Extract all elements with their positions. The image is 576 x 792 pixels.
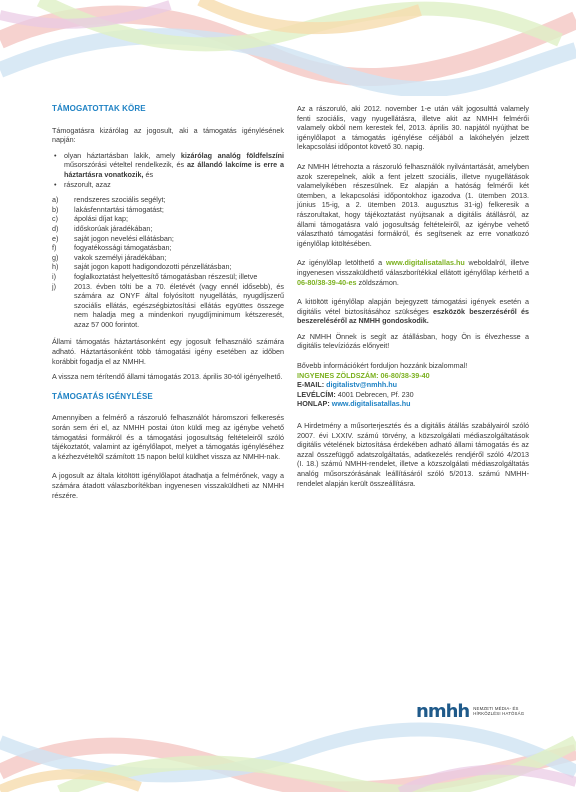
paragraph-available-from: A vissza nem térítendő állami támogatás 2013. április 30-tól igényelhető. [52, 372, 283, 382]
heading-eligibility: TÁMOGATOTTAK KÖRE [52, 104, 146, 113]
list-text: időskorúak járadékában; [74, 223, 153, 233]
web-label: HONLAP: [297, 399, 330, 409]
text: Az igénylőlap letölthető a [297, 258, 386, 268]
list-letter: f) [52, 243, 57, 253]
eligibility-bullets [52, 151, 284, 189]
postal-label: LEVÉLCÍM: [297, 389, 336, 399]
benefit-list [52, 195, 284, 329]
toll-free-number: INGYENES ZÖLDSZÁM: 06-80/38-39-40 [297, 370, 430, 380]
list-letter: d) [52, 223, 59, 233]
benefit-list-item [52, 272, 284, 282]
postal-value: 4001 Debrecen, Pf. 230 [337, 389, 414, 399]
logo-line-2: HÍRKÖZLÉSI HATÓSÁG [473, 711, 525, 716]
text: A kitöltött igénylőlap alapján bejegyzett támogatási igények esetén a digitális vétel biztosításához szükséges [297, 297, 529, 316]
heading-application: TÁMOGATÁS IGÉNYLÉSE [52, 391, 153, 401]
list-text: vakok személyi járadékában; [74, 252, 167, 262]
benefit-list-item [52, 214, 284, 224]
postal-line [297, 390, 529, 400]
decorative-ribbons-bottom [0, 712, 576, 792]
contact-block [297, 361, 529, 409]
left-column [52, 104, 284, 506]
benefit-list-item [52, 234, 284, 244]
website-link[interactable]: www.digitalisatallas.hu [385, 258, 465, 268]
list-text: foglalkoztatást helyettesítő támogatásban részesül; illetve [74, 271, 258, 281]
list-text: fogyatékossági támogatásban; [74, 243, 172, 253]
list-letter: j) [52, 281, 56, 291]
contact-intro: Bővebb információkért forduljon hozzánk bizalommal! [297, 361, 468, 371]
benefit-list-item [52, 253, 284, 263]
list-text: saját jogon nevelési ellátásban; [74, 233, 174, 243]
benefit-list-item [52, 282, 284, 330]
phone-number: 06-80/38-39-40-es [297, 277, 357, 287]
text-emphasis: eszközök beszerzéséről és beszereléséről az NMHH gondoskodik. [297, 306, 529, 326]
logo-line-1: NEMZETI MÉDIA- ÉS [473, 705, 519, 711]
right-column [297, 104, 529, 494]
benefit-list-item [52, 262, 284, 272]
paragraph-help: Az NMHH Önnek is segít az átállásban, hogy Ön is élvezhesse a digitális televíziózás előnyeit! [297, 331, 529, 351]
homepage-link[interactable]: www.digitalisatallas.hu [331, 399, 411, 409]
list-letter: h) [52, 262, 59, 272]
paragraph-registry: Az NMHH létrehozta a rászoruló felhasználók nyilvántartását, amelyben azok szerepelnek, akik a fent jelzett szociális, illetve nyugellátások valamelyikében részesülnek. Ez alapján a hatóság felmérői két ütemben, a lekapcsolási időpontokhoz igazodva (1. ütemben 2013. június 15-ig, a 2. ütemben 2013. augusztus 31-ig) felkeresik a rászorultakat, hogy tájékoztatást nyújtsanak a digitális átállásról, az állami támogatásra való jogosultság feltételeiről, az igénybe vehető választható támogatási formákról, és segítsenek az erre vonatkozó igénylőlap kitöltésében. [297, 161, 529, 248]
list-letter: c) [52, 214, 58, 224]
paragraph-devices [297, 297, 529, 326]
email-link[interactable]: digitalistv@nmhh.hu [326, 380, 398, 390]
bullet-emphasis: kizárólag analóg földfelszíni [180, 150, 284, 160]
list-text: 2013. évben tölti be a 70. életévét (vagy ennél idősebb), és számára az ONYF által folyósított nyugellátás, nyugdíjszerű szociális ellátás, egészségbiztosítási ellátás együttes összege nem haladja meg a mindenkori nyugdíjminimum kétszeresét, azaz 57 000 forintot. [74, 281, 284, 329]
decorative-ribbons-top [0, 0, 576, 96]
benefit-list-item [52, 243, 284, 253]
paragraph-late-eligible: Az a rászoruló, aki 2012. november 1-e után vált jogosulttá valamely fenti szociális, vagy nyugellátásra, illetve akit az NMHH felmérői valamely okból nem kerestek fel, 2013. április 30. napjától nyújthat be igénylőlapot a támogatás igénylése céljából a lakóhelyén jelzett lekapcsolási időpontot követő 30. napig. [297, 104, 529, 152]
email-line [297, 380, 529, 390]
list-letter: b) [52, 204, 59, 214]
paragraph-legal-basis: A Hirdetmény a műsorterjesztés és a digitális átállás szabályairól szóló 2007. évi LXXIV. számú törvény, a közszolgálati médiaszolgáltatások digitális vételének biztosítása érdekében adható állami támogatás és az azzal összefüggő adatszolgáltatás, adatkezelés rendjéről szóló 4/2013 (I. 18.) számú NMHH-rendelet, illetve a közszolgálati médiaszolgáltatás analóg műsorszórásának leállításáról szóló 5/2013. számú NMHH-rendelet alapján került összeállításra. [297, 421, 529, 488]
email-label: E-MAIL: [297, 380, 325, 390]
bullet-household [64, 151, 284, 180]
benefit-list-item [52, 195, 284, 205]
benefit-list-item [52, 224, 284, 234]
list-letter: i) [52, 271, 56, 281]
list-letter: a) [52, 195, 59, 205]
bullet-needy: • rászorult, azaz [64, 180, 284, 190]
paragraph-download [297, 258, 529, 287]
paragraph-one-per-household: Állami támogatás háztartásonként egy jogosult felhasználó számára adható. Háztartásonként több támogatási igény esetében az időben korábbit fogadja el az NMHH. [52, 337, 284, 366]
paragraph-hand-over: A jogosult az általa kitöltött igénylőlapot átadhatja a felmérőnek, vagy a számára átadott válaszborítékban ingyenesen visszaküldheti az NMHH részére. [52, 471, 284, 500]
bullet-text: olyan háztartásban lakik, amely [64, 150, 181, 160]
bullet-emphasis: az állandó lakcíme is erre a háztartásra vonatkozik, [64, 160, 284, 179]
text: weboldalról, illetve ingyenesen visszaküldhető válaszborítékkal ellátott igénylőlap kérhető a [297, 258, 529, 277]
bullet-text: és [143, 169, 154, 179]
text: zöldszámon. [356, 277, 399, 287]
list-text: rendszeres szociális segélyt; [74, 195, 166, 205]
bullet-text: műsorszórási vételtel rendelkezik, és [64, 160, 187, 170]
logo-mark: nmhh [416, 700, 470, 722]
list-letter: g) [52, 252, 59, 262]
list-text: saját jogon kapott hadigondozotti pénzellátásban; [74, 262, 232, 272]
list-letter: e) [52, 233, 59, 243]
list-text: lakásfenntartási támogatást; [74, 204, 164, 214]
eligibility-intro: Támogatásra kizárólag az jogosult, aki a támogatás igénylésének napján: [52, 125, 284, 145]
benefit-list-item [52, 205, 284, 215]
list-text: ápolási díjat kap; [74, 214, 128, 224]
paragraph-postal-delivery: Amennyiben a felmérő a rászoruló felhasználót háromszori felkeresés során sem éri el, az NMHH postai úton küldi meg az igénybe vehető támogatási formákról és a támogatási jogosultság feltételeiről szóló tájékoztatót, valamint az igénylőlapot, melyet a támogatás igényléséhez a kézhezvételtől számított 15 napon belül küldhet vissza az NMHH-nak. [52, 413, 284, 461]
web-line [297, 399, 529, 409]
